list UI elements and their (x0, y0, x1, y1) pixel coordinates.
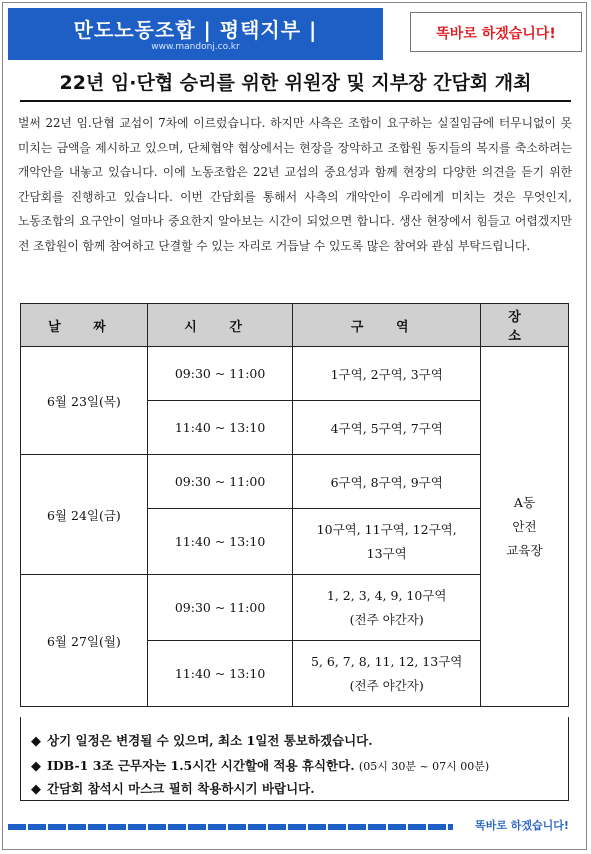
header (8, 8, 583, 60)
union-banner (8, 8, 383, 60)
note-text: 상기 일정은 변경될 수 있으며, 최소 1일전 통보하겠습니다. (47, 733, 373, 748)
note-item (31, 756, 489, 774)
note-item (31, 731, 373, 749)
document-title: 22년 임·단협 승리를 위한 위원장 및 지부장 간담회 개최 (59, 72, 532, 94)
header-zone: 구 역 (293, 304, 481, 347)
banner-title: 만도노동조합 | 평택지부 | (73, 18, 318, 42)
zone-cell (293, 455, 481, 509)
zone-text: 5, 6, 7, 8, 11, 12, 13구역 (311, 653, 463, 669)
zone-cell (293, 641, 481, 707)
date-cell: 6월 24일(금) (21, 455, 148, 575)
time-cell: 09:30 ~ 11:00 (147, 455, 293, 509)
zone-text: 4구역, 5구역, 7구역 (330, 420, 443, 436)
zone-text: 6구역, 8구역, 9구역 (330, 474, 443, 490)
note-text: IDB-1 3조 근무자는 1.5시간 시간할애 적용 휴식한다. (47, 758, 355, 773)
place-line-1: A동 (513, 494, 536, 510)
notes-box (20, 717, 569, 801)
zone-text-2: (전주 야간자) (349, 611, 424, 627)
zone-cell (293, 575, 481, 641)
zone-cell (293, 401, 481, 455)
footer-divider (8, 824, 453, 830)
header-place: 장 소 (480, 304, 568, 347)
footer-slogan: 똑바로 하겠습니다! (475, 819, 569, 832)
schedule-table (20, 303, 569, 707)
table-header-row (21, 304, 569, 347)
note-text: 간담회 참석시 마스크 필히 착용하시기 바랍니다. (47, 781, 315, 796)
title-divider (20, 100, 571, 102)
header-time: 시 간 (147, 304, 293, 347)
slogan-text: 똑바로 하겠습니다! (436, 26, 556, 42)
table-row (21, 347, 569, 401)
diamond-bullet-icon: ◆ (31, 734, 41, 749)
note-extra: (05시 30분 ~ 07시 00분) (358, 760, 490, 773)
place-line-2: 안전 (512, 518, 537, 534)
place-cell (480, 347, 568, 707)
time-cell: 09:30 ~ 11:00 (147, 575, 293, 641)
banner-url: www.mandonj.co.kr (151, 42, 240, 52)
slogan-box (410, 12, 582, 52)
zone-text: 1, 2, 3, 4, 9, 10구역 (326, 587, 447, 603)
zone-cell (293, 347, 481, 401)
zone-text-2: 13구역 (366, 545, 407, 561)
date-cell: 6월 23일(목) (21, 347, 148, 455)
time-cell: 11:40 ~ 13:10 (147, 509, 293, 575)
time-cell: 09:30 ~ 11:00 (147, 347, 293, 401)
diamond-bullet-icon: ◆ (31, 759, 41, 774)
header-date: 날 짜 (21, 304, 148, 347)
time-cell: 11:40 ~ 13:10 (147, 641, 293, 707)
zone-text: 1구역, 2구역, 3구역 (330, 366, 443, 382)
date-cell: 6월 27일(월) (21, 575, 148, 707)
diamond-bullet-icon: ◆ (31, 782, 41, 797)
time-cell: 11:40 ~ 13:10 (147, 401, 293, 455)
place-line-3: 교육장 (506, 542, 543, 558)
note-item (31, 779, 315, 797)
body-paragraph: 벌써 22년 임.단협 교섭이 7차에 이르렀습니다. 하지만 사측은 조합이 요구하는 실질임금에 터무니없이 못 미치는 금액을 제시하고 있으며, 단체협약 협상에서는 현장을 장악하고 조합원 동지들의 복지를 축소하려는 개악안을 내놓고 있습니다. 이에 노동조합은 22년 교섭의 중요성과 함께 현장의 다양한 의견을 듣기 위한 간담회를 진행하고 있습니다. 이번 간담회를 통해서 사측의 개악안이 우리에게 미치는 것은 무엇인지, 노동조합의 요구안이 얼마나 중요한지 알아보는 시간이 되었으면 합니다. 생산 현장에서 힘들고 어렵겠지만 전 조합원이 함께 참여하고 단결할 수 있는 자리로 거듭날 수 있도록 많은 참여와 관심 부탁드립니다. (18, 116, 572, 253)
zone-text: 10구역, 11구역, 12구역, (316, 521, 457, 537)
zone-cell (293, 509, 481, 575)
zone-text-2: (전주 야간자) (349, 677, 424, 693)
